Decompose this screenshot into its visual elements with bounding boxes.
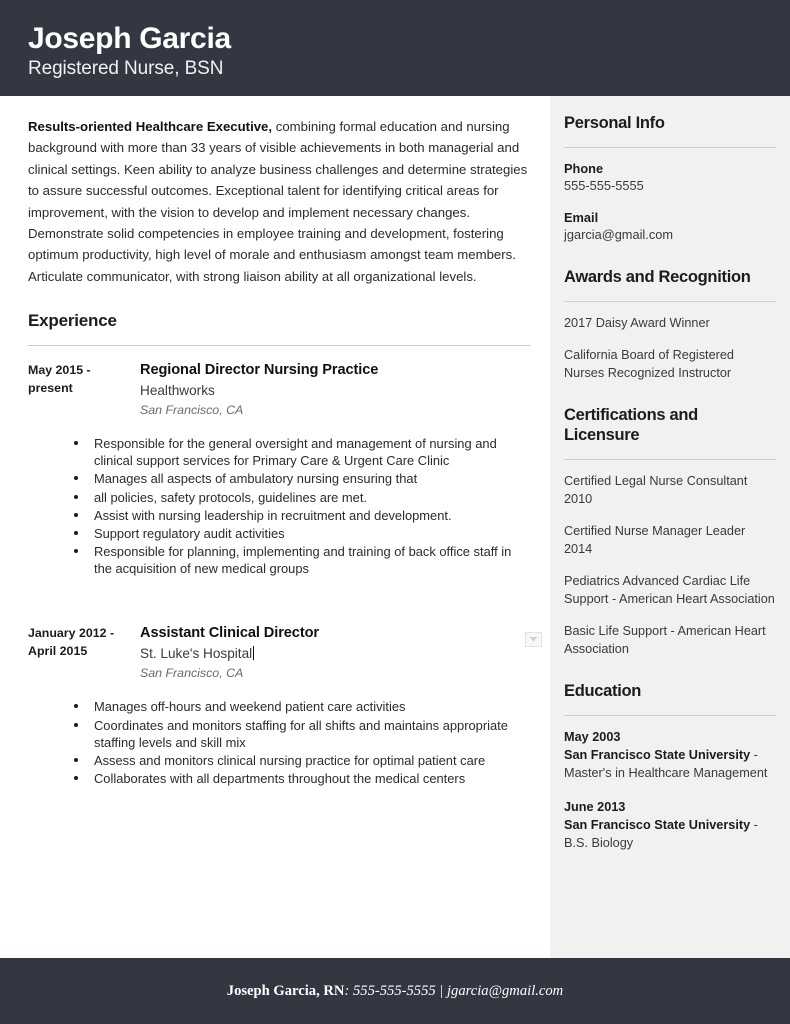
education-school [564,746,776,782]
experience-entry[interactable] [28,624,530,682]
education-degree: - Master's in Healthcare Management [564,747,768,780]
chevron-down-glyph [529,636,538,643]
experience-entry[interactable] [28,361,530,419]
job-bullet: Collaborates with all departments throughout the medical centers [74,770,530,787]
certification-item: Certified Legal Nurse Consultant 2010 [564,473,748,506]
summary-lead: Results-oriented Healthcare Executive, [28,119,273,134]
resume-header [0,0,790,96]
education-school [564,816,776,852]
job-company-text: St. Luke's Hospital [140,645,253,661]
email-value[interactable]: jgarcia@gmail.com [564,227,673,243]
job-location: San Francisco, CA [140,402,244,417]
summary-rest: combining formal education and nursing background with more than 33 years of visible achievements in both managerial and clinical settings. Keen ability to analyze business challenges and determine strategies to assure successful outcomes. Exceptional talent for identifying critical areas for improvement, with the vision to develop and implement necessary changes. Demonstrate solid competencies in employee training and development, fostering optimum productivity, high level of morale and enthusiasm amongst team members. Articulate communicator, with strong liaison ability at all organizational levels. [28,119,528,284]
page-title: Joseph Garcia [28,22,231,55]
job-details [132,361,530,419]
sidebar-divider [564,459,776,460]
job-bullet: Coordinates and monitors staffing for all shifts and maintains appropriate staffing levels and skill mix [74,717,530,751]
education-date: June 2013 [564,799,626,814]
job-bullet: Responsible for the general oversight and management of nursing and clinical support services for Primary Care & Urgent Care Clinic [74,435,530,469]
education-item [564,728,776,782]
certification-item: Basic Life Support - American Heart Association [564,623,766,656]
award-item: 2017 Daisy Award Winner [564,315,710,330]
sidebar-divider [564,147,776,148]
job-bullet: Responsible for planning, implementing and training of back office staff in the acquisition of new medical groups [74,543,530,577]
job-role: Regional Director Nursing Practice [140,362,379,378]
education-school-name: San Francisco State University [564,817,751,832]
chevron-down-icon[interactable] [525,632,542,647]
education-item [564,798,776,852]
text-cursor [253,646,254,660]
sidebar-heading-education: Education [564,681,642,700]
job-bullet: Support regulatory audit activities [74,525,530,542]
footer-name: Joseph Garcia, RN [226,982,345,999]
footer-contact-line [227,983,563,1000]
sidebar-heading-awards: Awards and Recognition [564,268,751,287]
education-date: May 2003 [564,729,621,744]
experience-heading: Experience [28,311,117,330]
job-location: San Francisco, CA [140,666,244,681]
sidebar-heading-personal-info: Personal Info [564,114,665,132]
job-company[interactable] [140,644,254,663]
job-dates: January 2012 - April 2015 [28,626,115,658]
job-role: Assistant Clinical Director [140,625,319,642]
job-details [132,624,530,682]
experience-divider [28,345,530,346]
footer-contact: : 555-555-5555 | jgarcia@gmail.com [344,982,564,999]
job-bullet-list [28,435,530,577]
job-bullet: Manages off-hours and weekend patient care activities [74,698,530,715]
sidebar-heading-certifications: Certifications and Licensure [564,406,698,444]
job-dates: May 2015 - present [28,363,91,395]
resume-body [0,96,790,958]
phone-label: Phone [564,160,604,176]
sidebar-divider [564,715,776,716]
sidebar [550,96,790,958]
award-item: California Board of Registered Nurses Recognized Instructor [564,347,734,380]
job-bullet-list [28,698,530,787]
job-bullet: Manages all aspects of ambulatory nursing ensuring that [74,470,530,487]
main-column [0,96,550,958]
certification-item: Certified Nurse Manager Leader 2014 [564,523,746,556]
resume-footer [0,958,790,1024]
phone-value[interactable]: 555-555-5555 [564,178,644,194]
header-subtitle: Registered Nurse, BSN [28,57,224,79]
certification-item: Pediatrics Advanced Cardiac Life Support - American Heart Association [564,573,775,606]
sidebar-divider [564,301,776,302]
job-bullet: Assess and monitors clinical nursing practice for optimal patient care [74,752,530,769]
job-bullet: all policies, safety protocols, guidelines are met. [74,489,530,506]
job-bullet: Assist with nursing leadership in recruitment and development. [74,507,530,524]
education-degree: - B.S. Biology [564,817,758,850]
professional-summary [28,116,530,287]
education-school-name: San Francisco State University [564,747,751,762]
job-company: Healthworks [140,382,215,398]
email-label: Email [564,209,599,225]
